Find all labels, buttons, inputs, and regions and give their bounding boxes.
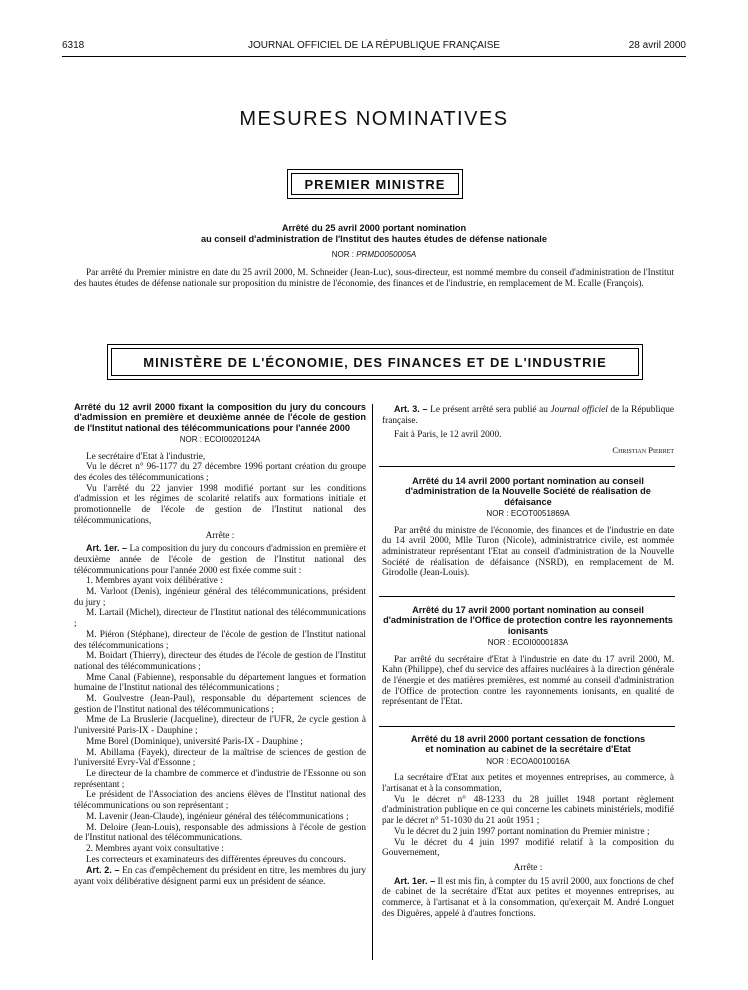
right-column	[382, 404, 674, 456]
decree-separator	[379, 466, 675, 467]
article-text: La composition du jury du concours d'admission en première et deuxième année de l'école de gestion de l'Institut national des télécommunications pour l'année 2000 est fixée comme suit :	[74, 544, 367, 576]
decree-title: Arrêté du 12 avril 2000 fixant la composition du jury du concours d'admission en première et deuxième année de l'école de gestion de l'Institut national des télécommunications pour l'année 2000	[74, 402, 366, 433]
arrete-label: Arrête :	[513, 862, 543, 873]
member-item: M. Deloire (Jean-Louis), responsable des admissions à l'école de gestion de l'Institut national des télécommunications.	[74, 822, 366, 844]
article-text: de la République française.	[382, 405, 675, 426]
section-box-ministere	[107, 344, 643, 380]
nor-reference: NOR : ECOA0010016A	[486, 756, 570, 766]
arrete-label: Arrête :	[205, 530, 235, 541]
article-3	[382, 404, 674, 426]
article-text: Il est mis fin, à compter du 15 avril 2000, aux fonctions de chef de cabinet de la secrétaire d'Etat aux petites et moyennes entreprises, au commerce, à l'artisanat et à la consommation, qu'exerçait M. André Longuet des Diguères, appelé à d'autres fonctions.	[382, 876, 674, 919]
decree-title-line-1: Arrêté du 25 avril 2000 portant nomination	[281, 223, 467, 233]
decree-body: Par arrêté du secrétaire d'Etat à l'industrie en date du 17 avril 2000, M. Kahn (Philippe), chef du service des affaires nucléaires à la direction générale de l'énergie et des matières premières, est nommé au conseil d'administration de l'Office de protection contre les rayonnements ionisants, en qualité de représentant de l'Etat.	[382, 654, 674, 708]
decree-title: Arrêté du 14 avril 2000 portant nomination au conseil d'administration de la Nouvelle Société de réalisation de défaisance	[405, 476, 651, 507]
member-item: M. Lavenir (Jean-Claude), ingénieur général des télécommunications ;	[86, 811, 349, 822]
running-header	[62, 40, 686, 54]
member-item: M. Boidart (Thierry), directeur des études de l'école de gestion de l'Institut national des télécommunications ;	[74, 651, 366, 672]
member-item: Mme Borel (Dominique), université Paris-IX - Dauphine ;	[86, 736, 303, 747]
column-separator	[372, 404, 373, 960]
nor-reference: NOR : ECOI0020124A	[179, 434, 261, 444]
article-1	[74, 543, 366, 576]
fait-a-paris: Fait à Paris, le 12 avril 2000.	[394, 430, 502, 441]
issue-date: 28 avril 2000	[628, 40, 686, 51]
paragraph: Le secrétaire d'Etat à l'industrie,	[86, 451, 206, 462]
article-label: Art. 1er. –	[86, 543, 128, 554]
journal-name: JOURNAL OFFICIEL DE LA RÉPUBLIQUE FRANÇAISE	[247, 40, 501, 51]
member-item: M. Goulvestre (Jean-Paul), responsable du département sciences de gestion de l'Institut national des télécommunications ;	[74, 694, 366, 715]
decree-block	[382, 605, 674, 708]
consult-heading: 2. Membres ayant voix consultative :	[86, 843, 224, 854]
article-label: Art. 1er. –	[394, 875, 436, 886]
member-item: Mme de La Bruslerie (Jacqueline), directeur de l'UFR, 2e cycle gestion à l'université Paris-IX - Dauphine ;	[74, 715, 366, 737]
journal-name-italic: Journal officiel	[550, 405, 608, 415]
member-item: M. Varloot (Denis), ingénieur général des télécommunications, président du jury ;	[74, 587, 366, 608]
member-item: Le directeur de la chambre de commerce et d'industrie de l'Essonne ou son représentant ;	[74, 768, 366, 790]
article-label: Art. 3. –	[394, 404, 428, 414]
article-2	[74, 865, 366, 887]
article-text: Le présent arrêté sera publié au	[430, 405, 548, 415]
article-1	[382, 876, 674, 920]
nor-reference: NOR : ECOT0051869A	[486, 508, 570, 518]
decree-separator	[379, 726, 675, 727]
member-item: M. Lartail (Michel), directeur de l'Institut national des télécommunications ;	[74, 608, 366, 630]
paragraph: Vu le décret du 4 juin 1997 modifié relatif à la composition du Gouvernement,	[382, 837, 674, 859]
decree-title-line-2: et nomination au cabinet de la secrétaire d'Etat	[425, 744, 631, 755]
members-heading: 1. Membres ayant voix délibérative :	[86, 576, 223, 587]
decree-separator	[379, 596, 675, 597]
decree-title	[80, 223, 668, 244]
header-rule	[62, 56, 686, 57]
decree-title: Arrêté du 17 avril 2000 portant nomination au conseil d'administration de l'Office de protection contre les rayonnements ionisants	[383, 605, 673, 636]
page-title: MESURES NOMINATIVES	[239, 108, 509, 130]
member-item: Mme Canal (Fabienne), responsable du département langues et formation humaine de l'Institut national des télécommunications ;	[74, 672, 366, 694]
left-column	[74, 402, 366, 888]
decree-title-line-2: au conseil d'administration de l'Institut des hautes études de défense nationale	[201, 233, 547, 244]
nor-code: PRMD0050005A	[356, 250, 417, 259]
nor-reference: NOR : ECOI0000183A	[487, 637, 569, 647]
article-text: En cas d'empêchement du président en titre, les membres du jury ayant voix délibérative désignent parmi eux un président de séance.	[74, 866, 367, 888]
paragraph: Vu le décret n° 48-1233 du 28 juillet 1948 portant règlement d'administration publique en ce qui concerne les cabinets ministériels, modifié par le décret n° 51-1030 du 21 août 1951 ;	[382, 794, 674, 827]
member-item: M. Abillama (Fayek), directeur de la maîtrise de sciences de gestion de l'université Evry-Val d'Essonne ;	[74, 747, 366, 769]
decree-body: Par arrêté du ministre de l'économie, des finances et de l'industrie en date du 14 avril 2000, Mlle Turon (Nicole), administratrice civile, est nommée administrateur représentant l'Etat au conseil d'administration de la Nouvelle Société de réalisation de défaisance (NSRD), en remplacement de M. Girodolle (Jean-Louis).	[382, 525, 674, 579]
decree-body: Par arrêté du Premier ministre en date du 25 avril 2000, M. Schneider (Jean-Luc), sous-directeur, est nommé membre du conseil d'administration de l'Institut des hautes études de défense nationale sur proposition du ministre de l'économie, des finances et de l'industrie, en remplacement de M. Ecalle (François).	[74, 268, 674, 289]
paragraph: Vu le décret n° 96-1177 du 27 décembre 1996 portant création du groupe des écoles des télécommunications ;	[74, 462, 366, 483]
section-title: PREMIER MINISTRE	[291, 173, 459, 195]
consult-text: Les correcteurs et examinateurs des différentes épreuves du concours.	[86, 854, 346, 865]
article-label: Art. 2. –	[86, 865, 120, 876]
section-title: MINISTÈRE DE L'ÉCONOMIE, DES FINANCES ET DE L'INDUSTRIE	[111, 348, 639, 376]
nor-reference	[80, 250, 668, 259]
paragraph: Vu le décret du 2 juin 1997 portant nomination du Premier ministre ;	[394, 826, 650, 837]
decree-block	[382, 476, 674, 579]
member-item: Le président de l'Association des anciens élèves de l'Institut national des télécommunications ou son représentant ;	[74, 790, 366, 812]
signature: Christian Pierret	[612, 445, 674, 456]
member-item: M. Piéron (Stéphane), directeur de l'école de gestion de l'Institut national des télécommunications ;	[74, 629, 366, 651]
paragraph: La secrétaire d'Etat aux petites et moyennes entreprises, au commerce, à l'artisanat et à la consommation,	[382, 773, 674, 794]
page-number: 6318	[62, 40, 85, 51]
paragraph: Vu l'arrêté du 22 janvier 1998 modifié portant sur les conditions d'admission et les régimes de scolarité relatifs aux formations initiale et promotionnelle de l'école de gestion de l'Institut national des télécommunications,	[74, 483, 366, 526]
section-box-premier-ministre	[287, 169, 463, 199]
decree-title	[382, 734, 674, 755]
decree-block	[382, 734, 674, 919]
decree-title-line-1: Arrêté du 18 avril 2000 portant cessation de fonctions	[410, 734, 646, 744]
nor-label: NOR :	[331, 250, 354, 259]
